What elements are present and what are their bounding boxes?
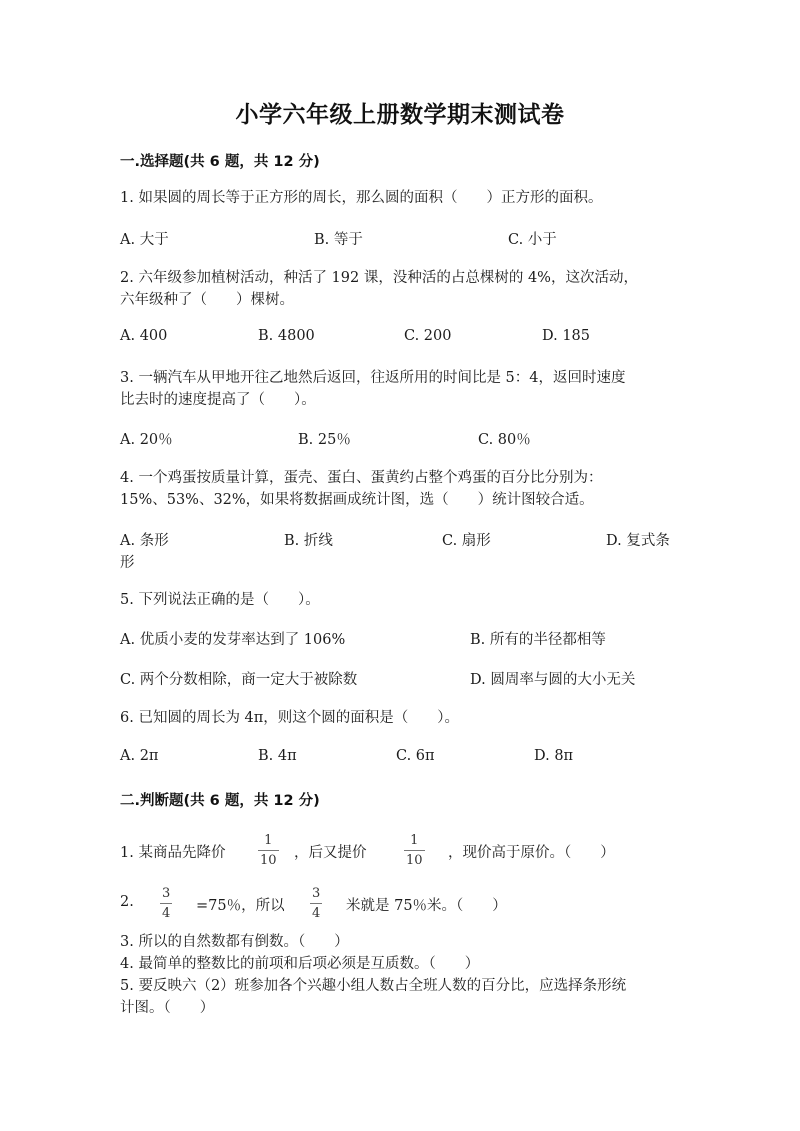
question-2-line-2: 六年级种了（ ）棵树。 xyxy=(120,292,294,308)
question-3-line-2: 比去时的速度提高了（ ）。 xyxy=(120,392,316,408)
q3-option-c: C. 80％ xyxy=(478,432,531,448)
section-heading-true-false: 二.判断题(共 6 题，共 12 分) xyxy=(120,793,320,809)
fraction-bar xyxy=(310,903,322,904)
tf-question-1-prefix: 1. 某商品先降价 xyxy=(120,845,226,861)
question-6-text: 6. 已知圆的周长为 4π，则这个圆的面积是（ ）。 xyxy=(120,710,460,726)
fraction-denominator: 4 xyxy=(162,906,171,921)
q4-option-b: B. 折线 xyxy=(284,533,333,549)
fraction-bar xyxy=(160,903,172,904)
tf-q2-fraction-1 xyxy=(160,886,172,921)
q1-option-b: B. 等于 xyxy=(314,232,363,248)
tf-q1-fraction-1 xyxy=(258,833,279,868)
question-3-line-1: 3. 一辆汽车从甲地开往乙地然后返回，往返所用的时间比是 5：4，返回时速度 xyxy=(120,370,626,386)
tf-question-5-line-2: 计图。（ ） xyxy=(120,1000,215,1016)
question-1-text: 1. 如果圆的周长等于正方形的周长，那么圆的面积（ ）正方形的面积。 xyxy=(120,190,603,206)
page-title: 小学六年级上册数学期末测试卷 xyxy=(235,102,565,128)
fraction-bar xyxy=(258,850,279,851)
q2-option-a: A. 400 xyxy=(120,328,168,344)
tf-question-2-suffix: 米就是 75％米。（ ） xyxy=(346,898,507,914)
tf-question-4: 4. 最简单的整数比的前项和后项必须是互质数。（ ） xyxy=(120,956,480,972)
section-heading-multiple-choice: 一.选择题(共 6 题，共 12 分) xyxy=(120,154,320,170)
q6-option-a: A. 2π xyxy=(120,748,159,764)
tf-question-3: 3. 所以的自然数都有倒数。（ ） xyxy=(120,934,349,950)
q1-option-a: A. 大于 xyxy=(120,232,169,248)
q6-option-c: C. 6π xyxy=(396,748,435,764)
q4-option-d-wrap: 形 xyxy=(120,555,135,571)
q6-option-b: B. 4π xyxy=(258,748,297,764)
fraction-denominator: 10 xyxy=(260,853,277,868)
tf-question-2-prefix: 2. xyxy=(120,894,134,910)
q5-option-a: A. 优质小麦的发芽率达到了 106% xyxy=(120,632,346,648)
tf-question-1-middle: ，后又提价 xyxy=(294,845,367,861)
question-4-line-1: 4. 一个鸡蛋按质量计算，蛋壳、蛋白、蛋黄约占整个鸡蛋的百分比分别为： xyxy=(120,470,603,486)
tf-question-5-line-1: 5. 要反映六（2）班参加各个兴趣小组人数占全班人数的百分比，应选择条形统 xyxy=(120,978,627,994)
q3-option-a: A. 20％ xyxy=(120,432,173,448)
fraction-numerator: 3 xyxy=(162,886,171,901)
tf-question-2-middle: =75％，所以 xyxy=(196,898,285,914)
question-4-line-2: 15%、53%、32%，如果将数据画成统计图，选（ ）统计图较合适。 xyxy=(120,492,594,508)
q6-option-d: D. 8π xyxy=(534,748,574,764)
fraction-numerator: 1 xyxy=(410,833,419,848)
fraction-denominator: 10 xyxy=(406,853,423,868)
fraction-numerator: 3 xyxy=(312,886,321,901)
q5-option-b: B. 所有的半径都相等 xyxy=(470,632,606,648)
q4-option-d: D. 复式条 xyxy=(606,533,670,549)
q4-option-a: A. 条形 xyxy=(120,533,169,549)
question-5-text: 5. 下列说法正确的是（ ）。 xyxy=(120,592,320,608)
question-2-line-1: 2. 六年级参加植树活动，种活了 192 课，没种活的占总棵树的 4%，这次活动， xyxy=(120,270,638,286)
q5-option-c: C. 两个分数相除，商一定大于被除数 xyxy=(120,672,358,688)
q1-option-c: C. 小于 xyxy=(508,232,557,248)
q2-option-d: D. 185 xyxy=(542,328,591,344)
fraction-numerator: 1 xyxy=(264,833,273,848)
tf-q2-fraction-2 xyxy=(310,886,322,921)
fraction-denominator: 4 xyxy=(312,906,321,921)
q4-option-c: C. 扇形 xyxy=(442,533,491,549)
q3-option-b: B. 25％ xyxy=(298,432,351,448)
fraction-bar xyxy=(404,850,425,851)
q2-option-c: C. 200 xyxy=(404,328,452,344)
q2-option-b: B. 4800 xyxy=(258,328,315,344)
tf-q1-fraction-2 xyxy=(404,833,425,868)
q5-option-d: D. 圆周率与圆的大小无关 xyxy=(470,672,636,688)
tf-question-1-suffix: ，现价高于原价。（ ） xyxy=(448,845,615,861)
